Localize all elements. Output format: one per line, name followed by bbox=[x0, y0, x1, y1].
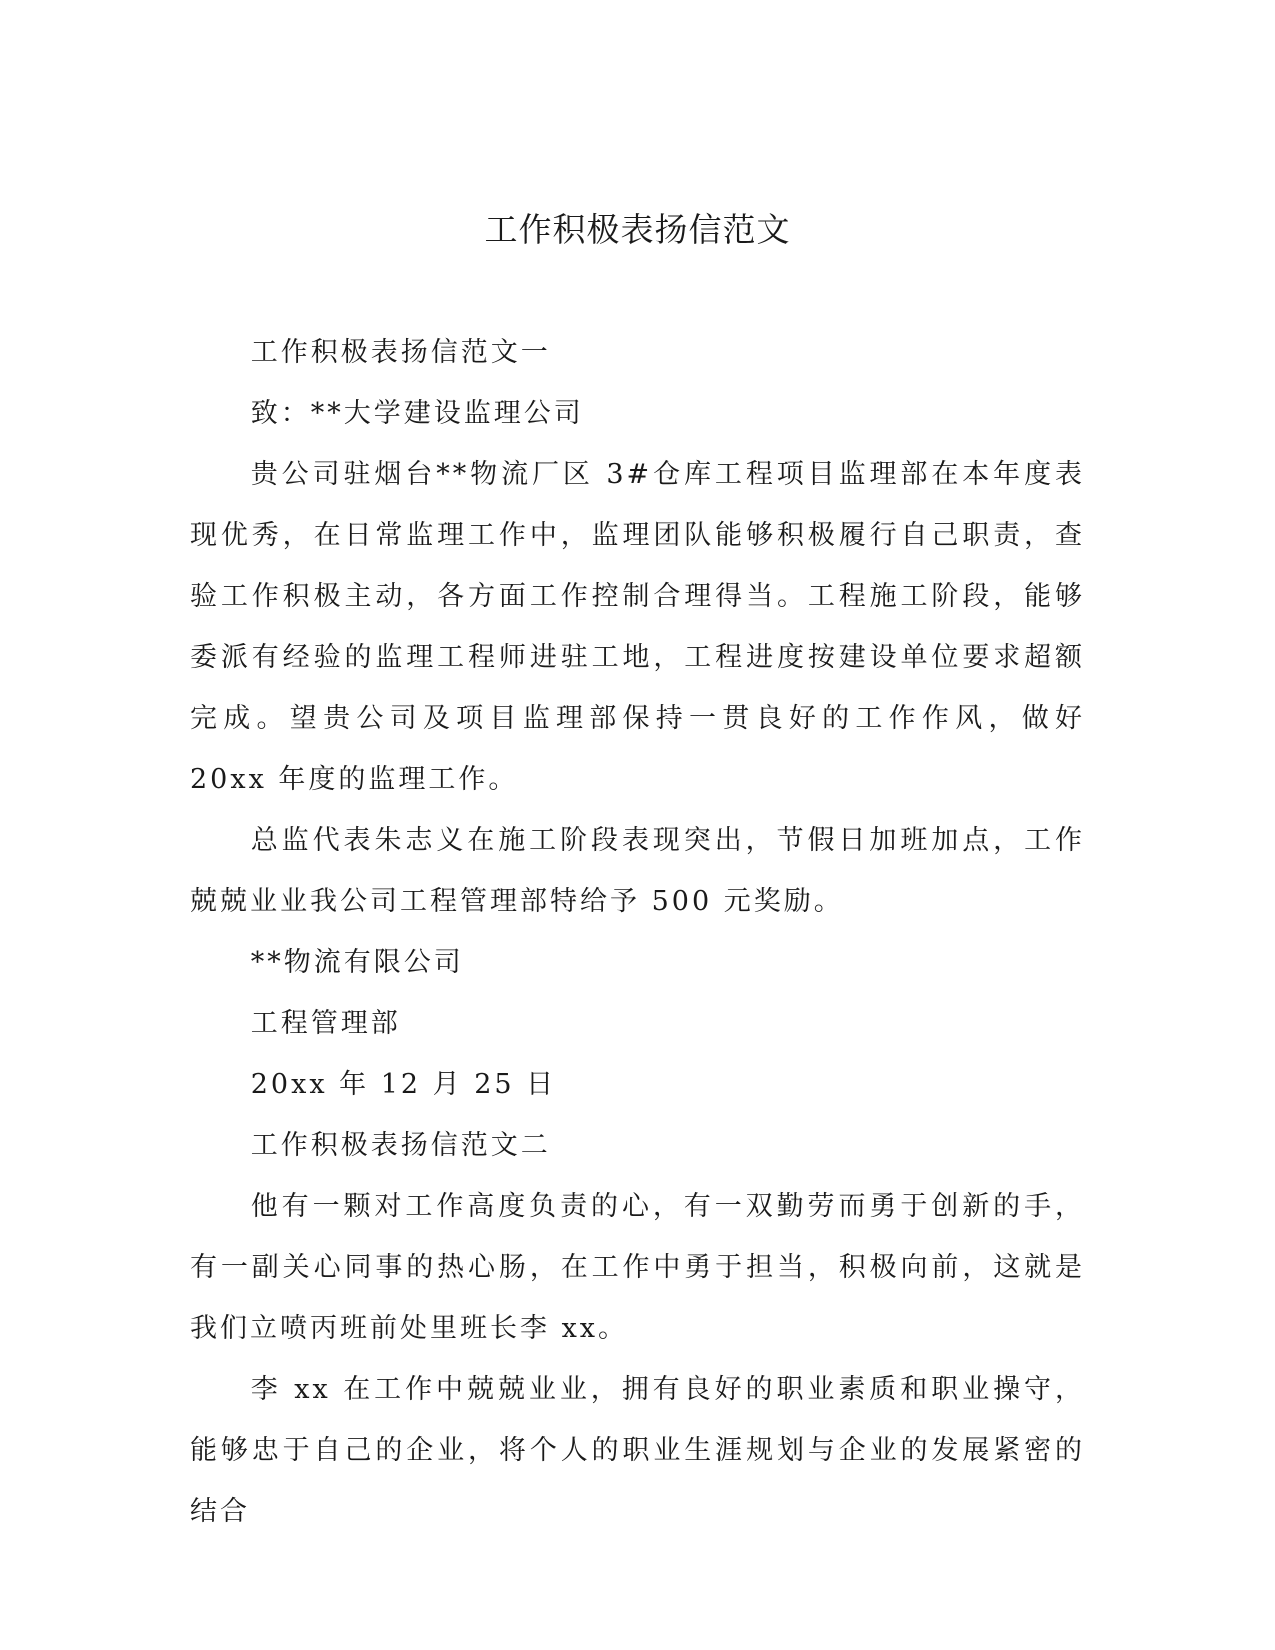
signature-date: 20xx 年 12 月 25 日 bbox=[250, 1069, 557, 1100]
section-heading-1: 工作积极表扬信范文一 bbox=[250, 337, 551, 368]
salutation: 致：**大学建设监理公司 bbox=[250, 398, 584, 429]
document-title: 工作积极表扬信范文 bbox=[484, 210, 791, 249]
paragraph: 李 xx 在工作中兢兢业业，拥有良好的职业素质和职业操守，能够忠于自己的企业，将个人的职业生涯规划与企业的发展紧密的结合 bbox=[190, 1374, 1085, 1527]
paragraph: 贵公司驻烟台**物流厂区 3#仓库工程项目监理部在本年度表现优秀，在日常监理工作中，监理团队能够积极履行自己职责，查验工作积极主动，各方面工作控制合理得当。工程施工阶段，能够委派有经验的监理工程师进驻工地，工程进度按建设单位要求超额完成。望贵公司及项目监理部保持一贯良好的工作作风，做好 20xx 年度的监理工作。 bbox=[190, 459, 1085, 795]
paragraph: 总监代表朱志义在施工阶段表现突出，节假日加班加点，工作兢兢业业我公司工程管理部特给予 500 元奖励。 bbox=[190, 825, 1085, 917]
document-body bbox=[190, 322, 1085, 1542]
paragraph: 他有一颗对工作高度负责的心，有一双勤劳而勇于创新的手，有一副关心同事的热心肠，在工作中勇于担当，积极向前，这就是我们立喷丙班前处里班长李 xx。 bbox=[190, 1191, 1085, 1344]
section-heading-2: 工作积极表扬信范文二 bbox=[250, 1130, 551, 1161]
signature-department: 工程管理部 bbox=[250, 1008, 401, 1039]
signature-company: **物流有限公司 bbox=[250, 947, 464, 978]
